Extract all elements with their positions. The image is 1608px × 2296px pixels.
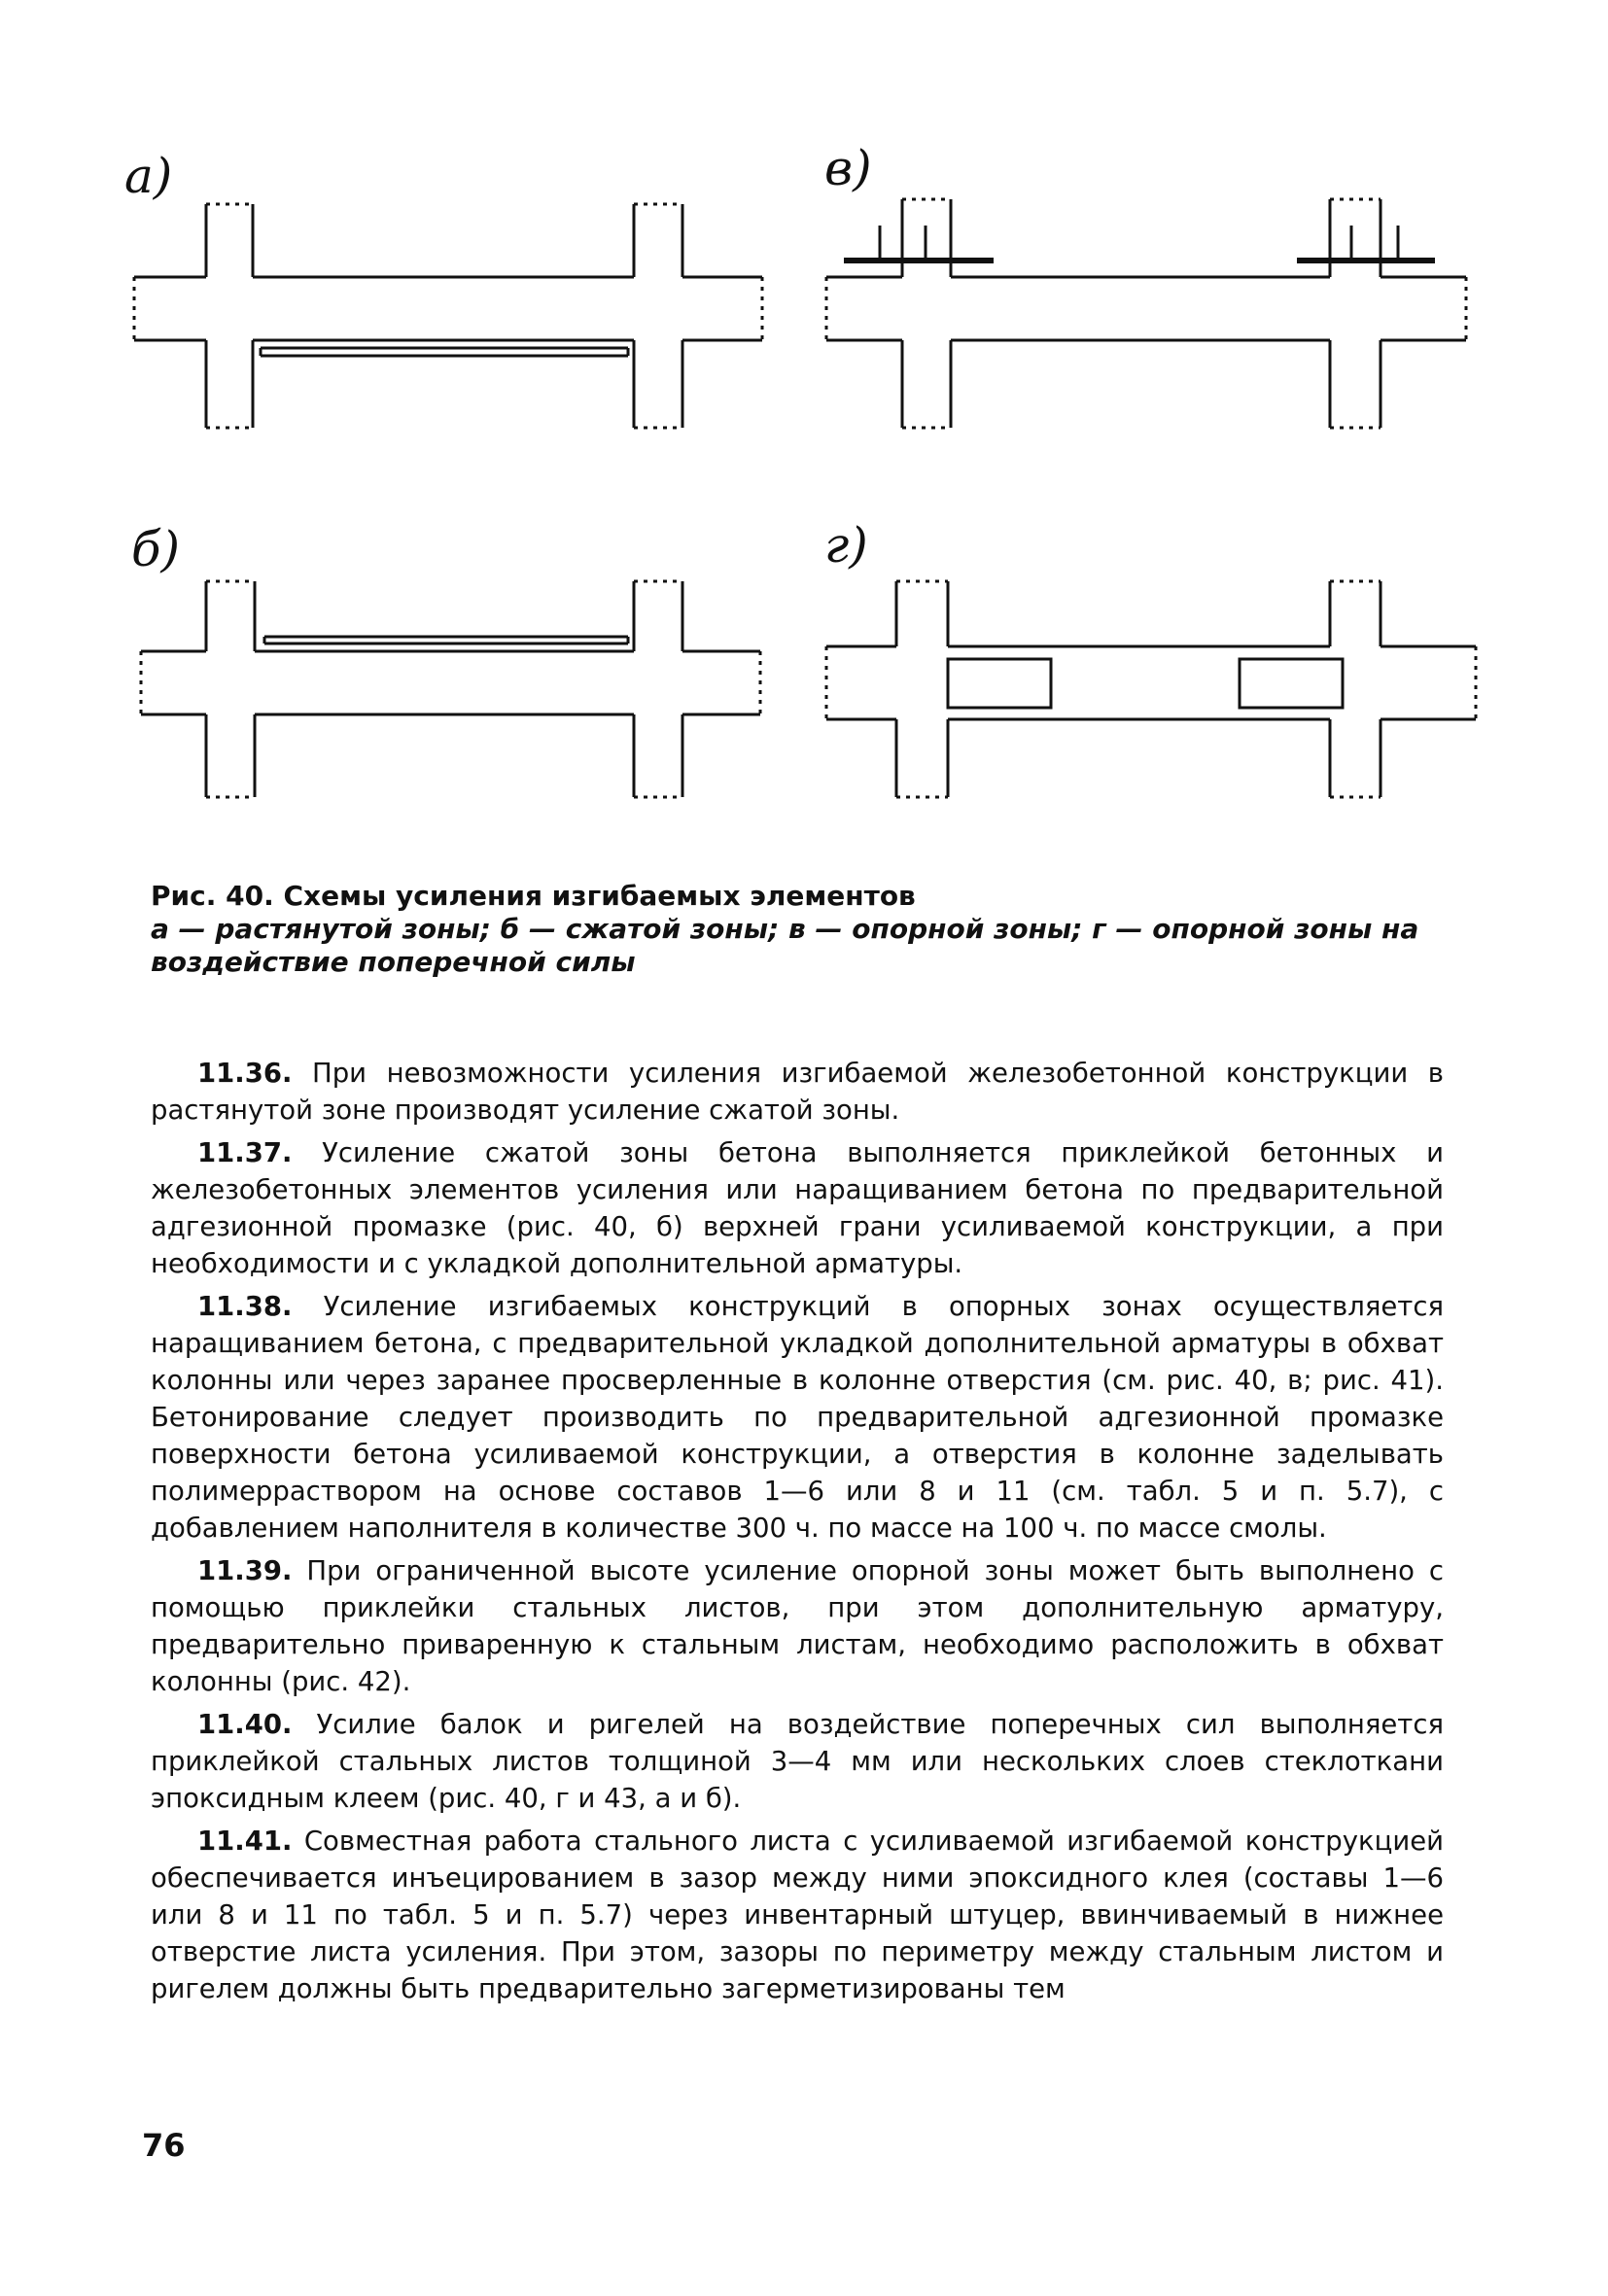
paragraph-number: 11.41. [197, 1826, 293, 1857]
paragraph-number: 11.38. [197, 1291, 293, 1322]
figure-caption [151, 880, 1453, 979]
paragraph [151, 1823, 1444, 2007]
paragraph-text: Усилие балок и ригелей на воздействие поперечных сил выполняется приклейкой стальных листов толщиной 3—4 мм или нескольких слоев стеклоткани эпоксидным клеем (рис. 40, г и 43, а и б). [151, 1709, 1444, 1814]
label-a: а) [124, 148, 173, 204]
paragraph-text: Усиление сжатой зоны бетона выполняется приклейкой бетонных и железобетонных элементов усиления или наращиванием бетона по предварительной адгезионной промазке (рис. 40, б) верхней грани усиливаемой конструкции, а при необходимости и с укладкой дополнительной арматуры. [151, 1137, 1444, 1279]
label-v: в) [824, 140, 872, 196]
paragraph-text: Усиление изгибаемых конструкций в опорных зонах осуществляется наращиванием бетона, с предварительной укладкой дополнительной арматуры в обхват колонны или через заранее просверленные в колонне отверстия (см. рис. 40, в; рис. 41). Бетонирование следует производить по предварительной адгезионной промазке поверхности бетона усиливаемой конструкции, а отверстия в колонне заделывать полимерраствором на основе составов 1—6 или 8 и 11 (см. табл. 5 и п. 5.7), с добавлением наполнителя в количестве 300 ч. по массе на 100 ч. по массе смолы. [151, 1291, 1444, 1544]
body-text [151, 1055, 1444, 2013]
paragraph [151, 1055, 1444, 1129]
diagram-b [131, 521, 760, 797]
paragraph-text: Совместная работа стального листа с усиливаемой изгибаемой конструкцией обеспечивается инъецированием в зазор между ними эпоксидного клея (составы 1—6 или 8 и 11 по табл. 5 и п. 5.7) через инвентарный штуцер, ввинчиваемый в нижнее отверстие листа усиления. При этом, зазоры по периметру между стальным листом и ригелем должны быть предварительно загерметизированы тем [151, 1826, 1444, 2004]
paragraph-number: 11.40. [197, 1709, 293, 1740]
caption-description: а — растянутой зоны; б — сжатой зоны; в — опорной зоны; г — опорной зоны на воздействие поперечной силы [151, 913, 1419, 978]
paragraph [151, 1288, 1444, 1547]
paragraph [151, 1706, 1444, 1817]
diagram-g [824, 517, 1476, 797]
paragraph-text: При невозможности усиления изгибаемой железобетонной конструкции в растянутой зоне производят усиление сжатой зоны. [151, 1058, 1444, 1126]
paragraph-number: 11.39. [197, 1555, 293, 1586]
label-b: б) [131, 521, 181, 577]
diagram-a [124, 148, 762, 428]
paragraph-text: При ограниченной высоте усиление опорной зоны может быть выполнено с помощью приклейки стальных листов, при этом дополнительную арматуру, предварительно приваренную к стальным листам, необходимо расположить в обхват колонны (рис. 42). [151, 1555, 1444, 1697]
paragraph [151, 1134, 1444, 1282]
caption-title: Рис. 40. Схемы усиления изгибаемых элементов [151, 880, 916, 912]
paragraph [151, 1552, 1444, 1700]
paragraph-number: 11.37. [197, 1137, 293, 1168]
label-g: г) [824, 517, 868, 574]
diagram-v [824, 140, 1466, 428]
figure-40 [0, 0, 1608, 855]
page-number: 76 [142, 2127, 186, 2164]
paragraph-number: 11.36. [197, 1058, 293, 1089]
